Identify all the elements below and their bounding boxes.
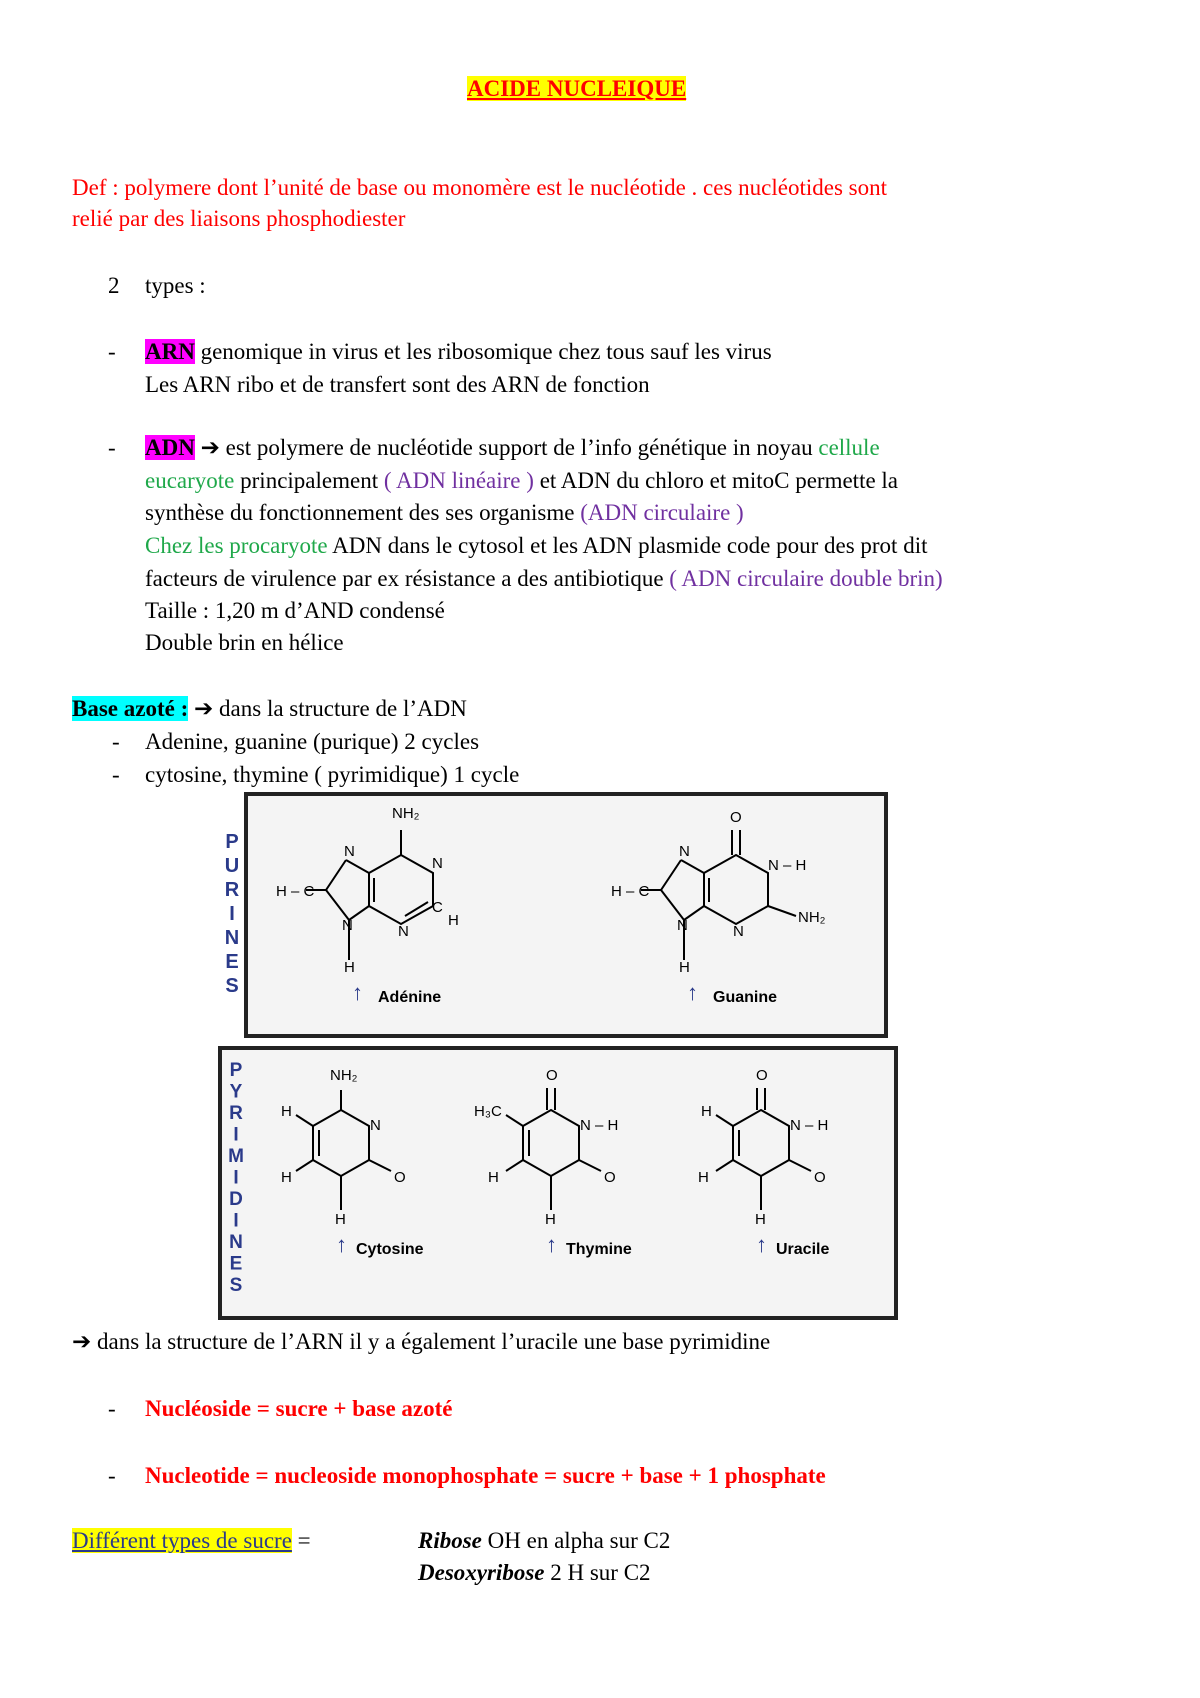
arn-note <box>72 1327 770 1357</box>
adn-label: ADN <box>145 435 195 460</box>
uracile-label: Uracile <box>776 1241 830 1258</box>
pyrimidines-label-letter: M <box>228 1146 244 1167</box>
svg-text:H: H <box>698 1169 709 1186</box>
up-arrow-icon: ↑ <box>352 980 363 1005</box>
adn-line-1 <box>145 433 880 463</box>
svg-text:H: H <box>448 912 459 929</box>
base-bullet-2: - <box>112 762 120 787</box>
desoxyribose-text: 2 H sur C2 <box>544 1560 651 1585</box>
svg-text:H: H <box>755 1211 766 1228</box>
adn-text-3: synthèse du fonctionnement des ses organisme <box>145 500 581 525</box>
up-arrow-icon: ↑ <box>336 1232 347 1257</box>
svg-text:N: N <box>398 923 409 940</box>
arrow-icon: ➔ <box>194 696 214 721</box>
svg-text:N: N <box>733 923 744 940</box>
up-arrow-icon: ↑ <box>756 1232 767 1257</box>
pyrimidines-label-letter: S <box>229 1275 243 1296</box>
adn-text-5: facteurs de virulence par ex résistance a des antibiotique <box>145 566 670 591</box>
cytosine-label: Cytosine <box>356 1241 424 1258</box>
adn-line-5 <box>145 564 943 594</box>
adn-line-7: Double brin en hélice <box>145 630 344 655</box>
desoxyribose-line <box>418 1558 651 1588</box>
arn-label: ARN <box>145 339 195 364</box>
ribose-text: OH en alpha sur C2 <box>481 1528 671 1553</box>
pyrimidines-label-letter: I <box>233 1124 239 1146</box>
svg-text:H: H <box>335 1211 346 1228</box>
base-azote-label: Base azoté : <box>72 696 189 721</box>
adenine-label: Adénine <box>378 989 442 1006</box>
purines-label-letter: E <box>225 951 239 973</box>
svg-text:O: O <box>394 1169 406 1186</box>
guanine-label: Guanine <box>713 989 778 1006</box>
pyrimidines-label-letter: E <box>229 1253 243 1275</box>
sucre-heading <box>72 1526 311 1556</box>
svg-text:N: N <box>679 843 690 860</box>
purines-label-letter: P <box>225 831 239 853</box>
adn-green-4: Chez les procaryote <box>145 533 328 558</box>
base-item-2: cytosine, thymine ( pyrimidique) 1 cycle <box>145 762 520 787</box>
base-azote-heading <box>72 694 467 724</box>
types-intro <box>108 271 206 301</box>
purines-label-letter: R <box>224 879 240 901</box>
svg-text:O: O <box>756 1067 768 1084</box>
adn-line-2 <box>145 466 898 496</box>
nucleotide-bullet: - <box>108 1463 116 1488</box>
base-bullet-1: - <box>112 729 120 754</box>
purines-label-letter: S <box>225 975 239 997</box>
adn-green-2: eucaryote <box>145 468 235 493</box>
svg-text:NH₂: NH₂ <box>330 1067 358 1084</box>
svg-text:H: H <box>701 1103 712 1120</box>
arn-note-text: dans la structure de l’ARN il y a également l’uracile une base pyrimidine <box>91 1329 771 1354</box>
svg-text:H: H <box>545 1211 556 1228</box>
purines-label-letter: U <box>224 855 240 877</box>
up-arrow-icon: ↑ <box>546 1232 557 1257</box>
svg-text:H: H <box>281 1169 292 1186</box>
svg-text:H: H <box>281 1103 292 1120</box>
svg-text:H: H <box>488 1169 499 1186</box>
svg-text:O: O <box>730 809 742 826</box>
adn-text-2: principalement <box>234 468 384 493</box>
thymine-label: Thymine <box>566 1241 632 1258</box>
definition-line-2: relié par des liaisons phosphodiester <box>72 206 406 231</box>
svg-text:H: H <box>344 959 355 976</box>
svg-text:N: N <box>344 843 355 860</box>
pyrimidines-label-letter: I <box>233 1210 239 1232</box>
adn-bullet: - <box>108 435 116 460</box>
pyrimidines-label-letter: I <box>233 1167 239 1189</box>
arrow-icon: ➔ <box>200 435 220 460</box>
svg-text:NH₂: NH₂ <box>392 805 420 822</box>
adn-text-4: ADN dans le cytosol et les ADN plasmide code pour des prot dit <box>327 533 928 558</box>
svg-text:H₃C: H₃C <box>474 1103 502 1120</box>
nucleoside-definition: Nucléoside = sucre + base azoté <box>145 1396 453 1421</box>
svg-text:NH₂: NH₂ <box>798 909 826 926</box>
adn-line-3 <box>145 498 744 528</box>
sucre-label: Différent types de sucre <box>72 1528 292 1553</box>
pyrimidines-frame <box>220 1048 896 1318</box>
adn-text-1: est polymere de nucléotide support de l’info génétique in noyau <box>219 435 819 460</box>
nucleotide-definition: Nucleotide = nucleoside monophosphate = sucre + base + 1 phosphate <box>145 1463 826 1488</box>
svg-text:N – H: N – H <box>580 1117 619 1134</box>
pyrimidines-label-letter: Y <box>229 1081 243 1103</box>
pyrimidines-label-letter: P <box>229 1060 243 1081</box>
svg-text:N: N <box>370 1117 381 1134</box>
svg-text:H – C: H – C <box>276 883 315 900</box>
desoxyribose-name: Desoxyribose <box>418 1560 545 1585</box>
svg-text:O: O <box>546 1067 558 1084</box>
svg-text:N: N <box>342 917 353 934</box>
svg-text:C: C <box>432 899 443 916</box>
types-number: 2 <box>108 273 120 298</box>
base-item-1: Adenine, guanine (purique) 2 cycles <box>145 729 480 754</box>
svg-text:H: H <box>679 959 690 976</box>
pyrimidines-label-letter: D <box>229 1189 243 1210</box>
nitrogen-bases-figure <box>216 790 910 1320</box>
purines-label-letter: N <box>224 927 240 949</box>
svg-text:O: O <box>814 1169 826 1186</box>
pyrimidines-label-letter: N <box>229 1232 243 1253</box>
sucre-equals: = <box>291 1528 311 1553</box>
arrow-icon: ➔ <box>72 1329 92 1354</box>
adn-line-4 <box>145 531 927 561</box>
purines-frame <box>246 794 886 1036</box>
svg-text:O: O <box>604 1169 616 1186</box>
adn-text-2b: et ADN du chloro et mitoC permette la <box>533 468 899 493</box>
adn-purple-3: (ADN circulaire ) <box>580 500 744 525</box>
adn-purple-5: ( ADN circulaire double brin) <box>669 566 943 591</box>
svg-text:N – H: N – H <box>768 857 807 874</box>
ribose-name: Ribose <box>418 1528 482 1553</box>
svg-text:H – C: H – C <box>611 883 650 900</box>
svg-text:N: N <box>432 855 443 872</box>
ribose-line <box>418 1526 670 1556</box>
adn-line-6: Taille : 1,20 m d’AND condensé <box>145 598 445 623</box>
adn-green-1: cellule <box>818 435 880 460</box>
pyrimidines-label-letter: R <box>229 1103 243 1124</box>
arn-bullet: - <box>108 339 116 364</box>
svg-text:N – H: N – H <box>790 1117 829 1134</box>
arn-text: genomique in virus et les ribosomique chez tous sauf les virus <box>194 339 772 364</box>
up-arrow-icon: ↑ <box>687 980 698 1005</box>
types-text: types : <box>145 273 206 298</box>
purines-label-letter: I <box>229 903 235 925</box>
base-azote-text: dans la structure de l’ADN <box>213 696 467 721</box>
arn-line-2: Les ARN ribo et de transfert sont des ARN de fonction <box>145 372 650 397</box>
arn-line-1 <box>145 337 772 367</box>
nucleoside-bullet: - <box>108 1396 116 1421</box>
title-text: ACIDE NUCLEIQUE <box>467 76 687 101</box>
definition-line-1: Def : polymere dont l’unité de base ou monomère est le nucléotide . ces nucléotides sont <box>72 175 887 200</box>
svg-text:N: N <box>677 917 688 934</box>
adn-purple-2: ( ADN linéaire ) <box>383 468 534 493</box>
page-title <box>467 74 686 104</box>
